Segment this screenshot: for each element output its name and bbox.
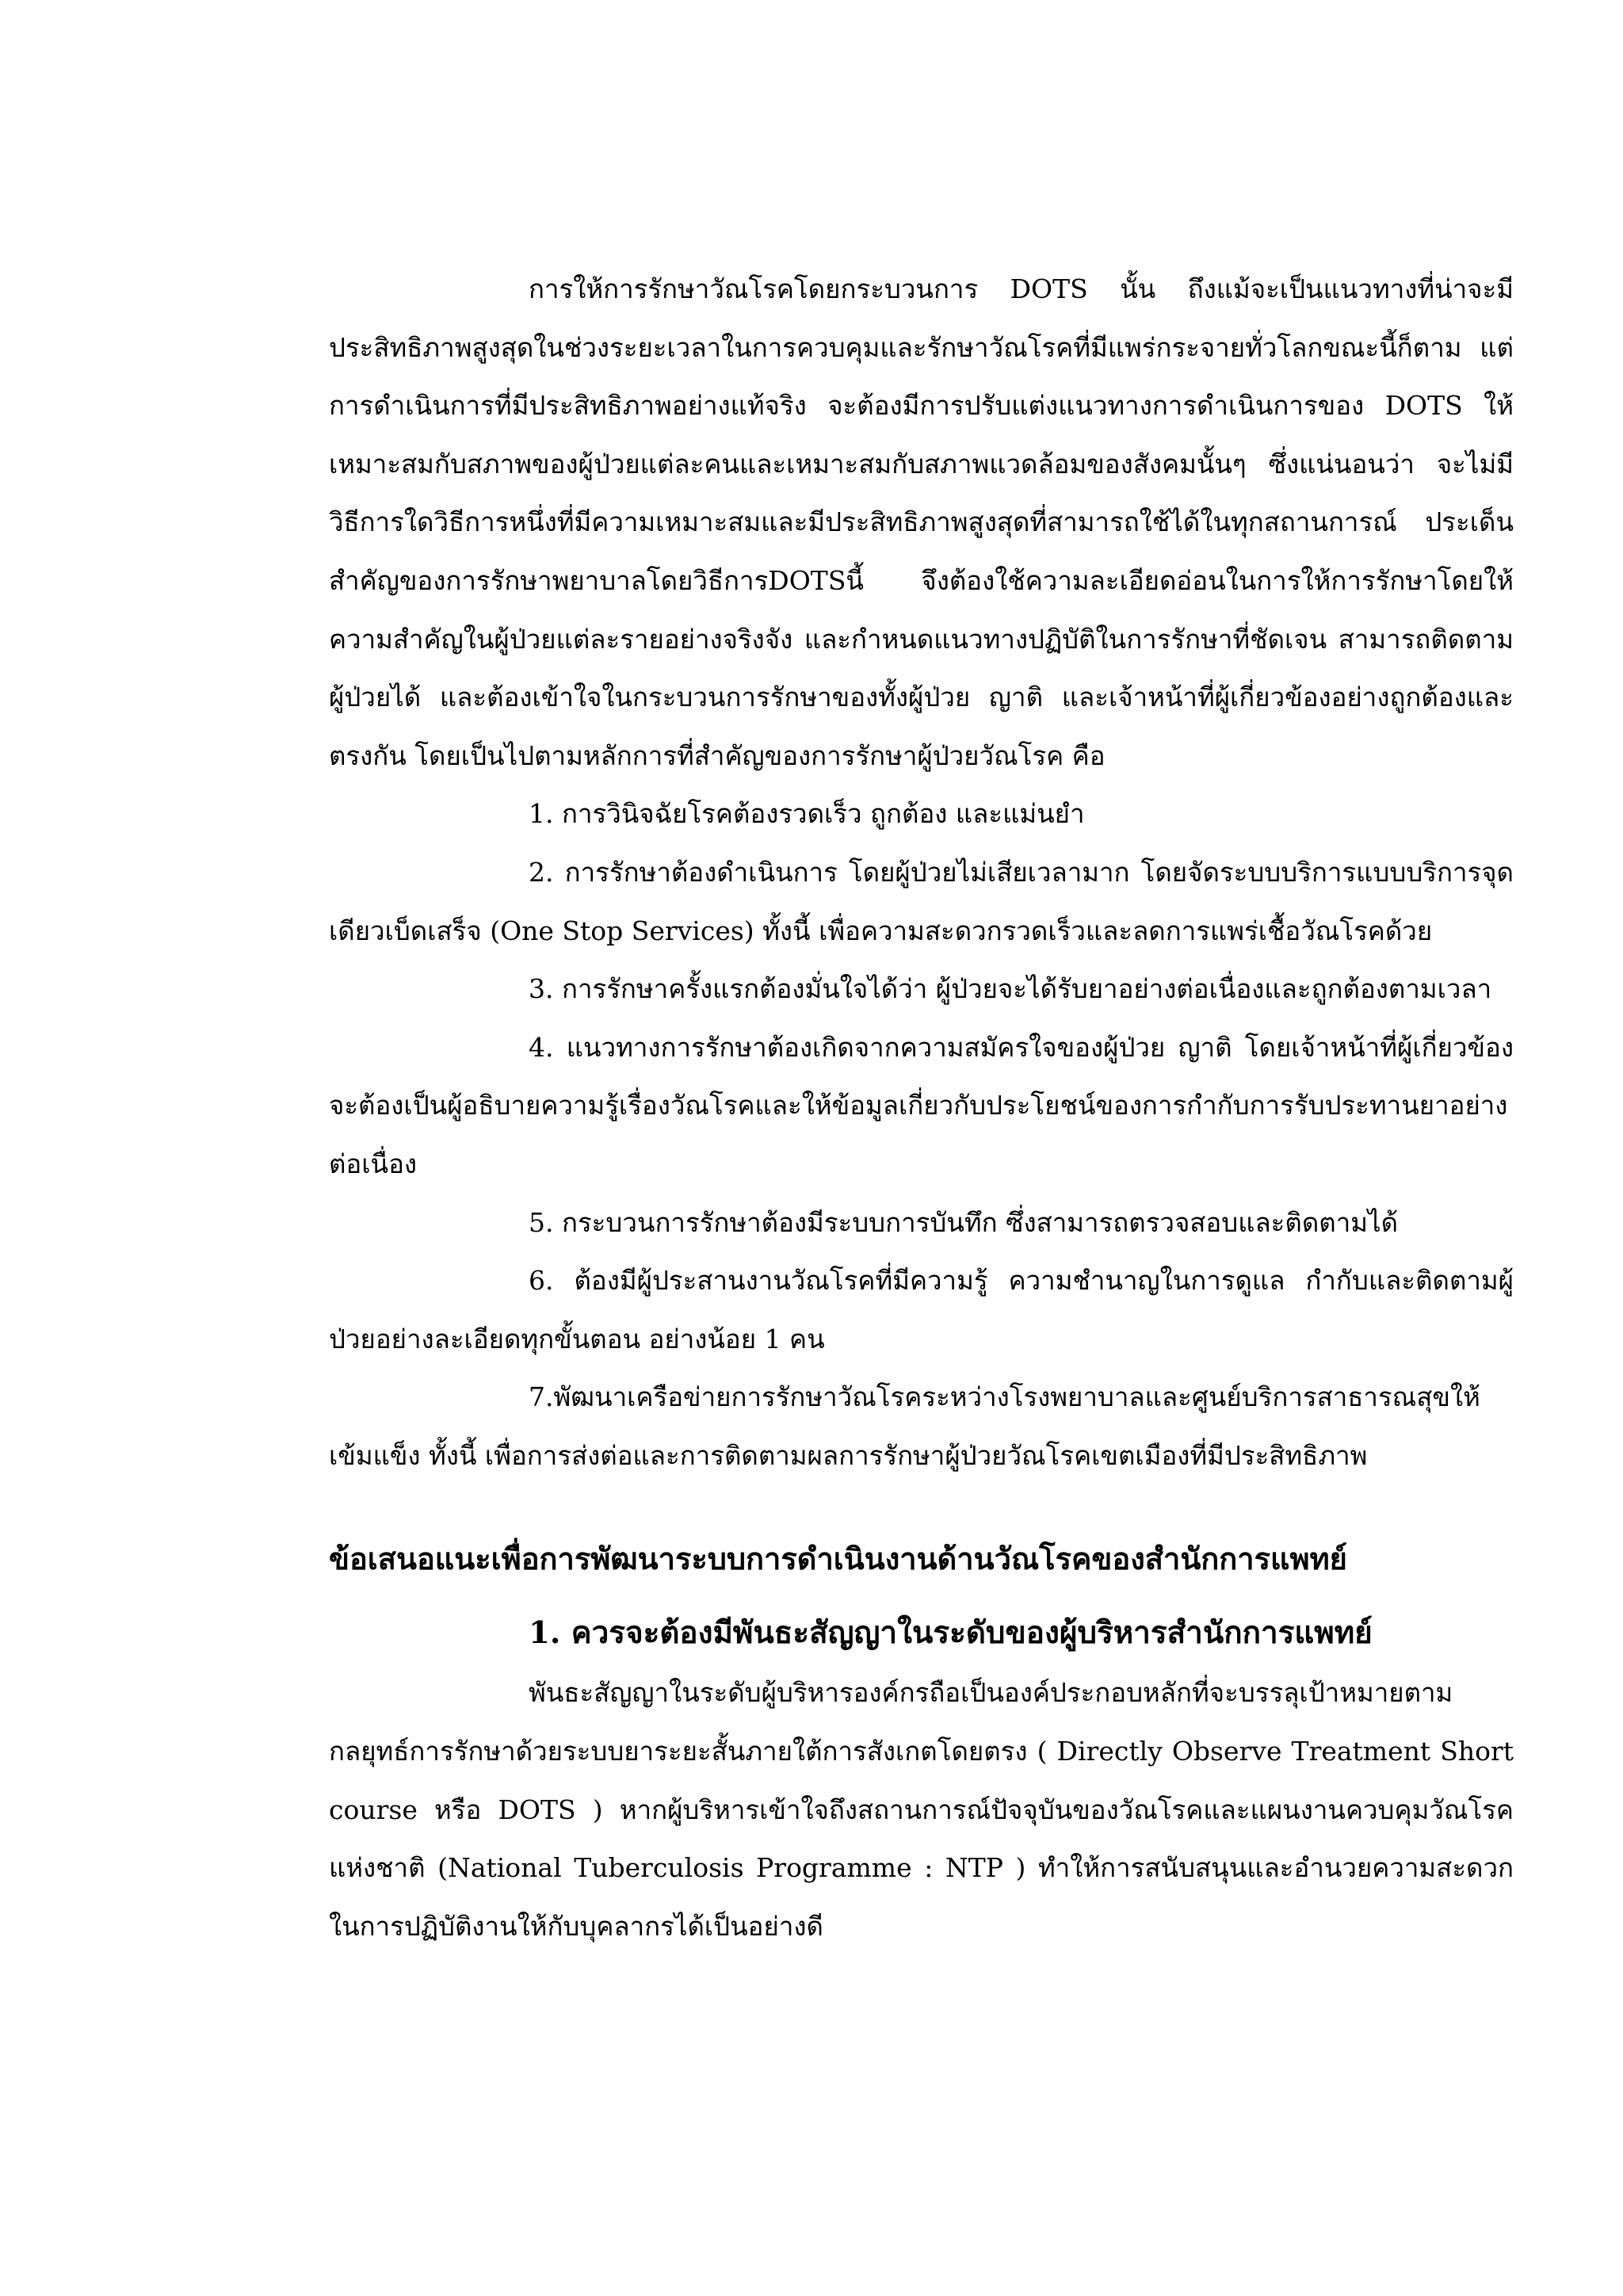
sub-paragraph: พันธะสัญญาในระดับผู้บริหารองค์กรถือเป็นองค์ประกอบหลักที่จะบรรลุเป้าหมายตามกลยุทธ์การรักษาด้วยระบบยาระยะสั้นภายใต้การสังเกตโดยตรง ( Directly Observe Treatment Short course หรือ DOTS ) หากผู้บริหารเข้าใจถึงสถานการณ์ปัจจุบันของวัณโรคและแผนงานควบคุมวัณโรคแห่งชาติ (National Tuberculosis Programme : NTP ) ทำให้การสนับสนุนและอำนวยความสะดวกในการปฏิบัติงานให้กับบุคลากรได้เป็นอย่างดี (329, 1677, 1514, 1942)
principle-item: 7.พัฒนาเครือข่ายการรักษาวัณโรคระหว่างโรงพยาบาลและศูนย์บริการสาธารณสุขให้เข้มแข็ง ทั้งนี้ เพื่อการส่งต่อและการติดตามผลการรักษาผู้ป่วยวัณโรคเขตเมืองที่มีประสิทธิภาพ (329, 1381, 1480, 1471)
document-body (329, 260, 1514, 1955)
principle-item: 3. การรักษาครั้งแรกต้องมั่นใจได้ว่า ผู้ป่วยจะได้รับยาอย่างต่อเนื่องและถูกต้องตามเวลา (529, 973, 1492, 1005)
principles-list (329, 785, 1514, 1484)
principle-item: 2. การรักษาต้องดำเนินการ โดยผู้ป่วยไม่เสียเวลามาก โดยจัดระบบบริการแบบบริการจุดเดียวเบ็ดเสร็จ (One Stop Services) ทั้งนี้ เพื่อความสะดวกรวดเร็วและลดการแพร่เชื้อวัณโรคด้วย (329, 856, 1514, 946)
principle-item: 4. แนวทางการรักษาต้องเกิดจากความสมัครใจของผู้ป่วย ญาติ โดยเจ้าหน้าที่ผู้เกี่ยวข้องจะต้องเป็นผู้อธิบายความรู้เรื่องวัณโรคและให้ข้อมูลเกี่ยวกับประโยชน์ของการกำกับการรับประทานยาอย่างต่อเนื่อง (329, 1031, 1514, 1179)
intro-paragraph: การให้การรักษาวัณโรคโดยกระบวนการ DOTS นั้น ถึงแม้จะเป็นแนวทางที่น่าจะมีประสิทธิภาพสูงสุดในช่วงระยะเวลาในการควบคุมและรักษาวัณโรคที่มีแพร่กระจายทั่วโลกขณะนี้ก็ตาม แต่การดำเนินการที่มีประสิทธิภาพอย่างแท้จริง จะต้องมีการปรับแต่งแนวทางการดำเนินการของ DOTS ให้เหมาะสมกับสภาพของผู้ป่วยแต่ละคนและเหมาะสมกับสภาพแวดล้อมของสังคมนั้นๆ ซึ่งแน่นอนว่า จะไม่มีวิธีการใดวิธีการหนึ่งที่มีความเหมาะสมและมีประสิทธิภาพสูงสุดที่สามารถใช้ได้ในทุกสถานการณ์ ประเด็นสำคัญของการรักษาพยาบาลโดยวิธีการDOTSนี้ จึงต้องใช้ความละเอียดอ่อนในการให้การรักษาโดยให้ความสำคัญในผู้ป่วยแต่ละรายอย่างจริงจัง และกำหนดแนวทางปฏิบัติในการรักษาที่ชัดเจน สามารถติดตามผู้ป่วยได้ และต้องเข้าใจในกระบวนการรักษาของทั้งผู้ป่วย ญาติ และเจ้าหน้าที่ผู้เกี่ยวข้องอย่างถูกต้องและตรงกัน โดยเป็นไปตามหลักการที่สำคัญของการรักษาผู้ป่วยวัณโรค คือ (329, 273, 1514, 771)
section-heading: ข้อเสนอแนะเพื่อการพัฒนาระบบการดำเนินงานด้านวัณโรคของสำนักการแพทย์ (329, 1541, 1347, 1577)
principle-item: 1. การวินิจฉัยโรคต้องรวดเร็ว ถูกต้อง และแม่นยำ (529, 798, 1085, 830)
principle-item: 5. กระบวนการรักษาต้องมีระบบการบันทึก ซึ่งสามารถตรวจสอบและติดตามได้ (529, 1206, 1399, 1238)
sub-heading: 1. ควรจะต้องมีพันธะสัญญาในระดับของผู้บริหารสำนักการแพทย์ (529, 1615, 1373, 1652)
principle-item: 6. ต้องมีผู้ประสานงานวัณโรคที่มีความรู้ ความชำนาญในการดูแล กำกับและติดตามผู้ป่วยอย่างละเอียดทุกขั้นตอน อย่างน้อย 1 คน (329, 1265, 1514, 1354)
